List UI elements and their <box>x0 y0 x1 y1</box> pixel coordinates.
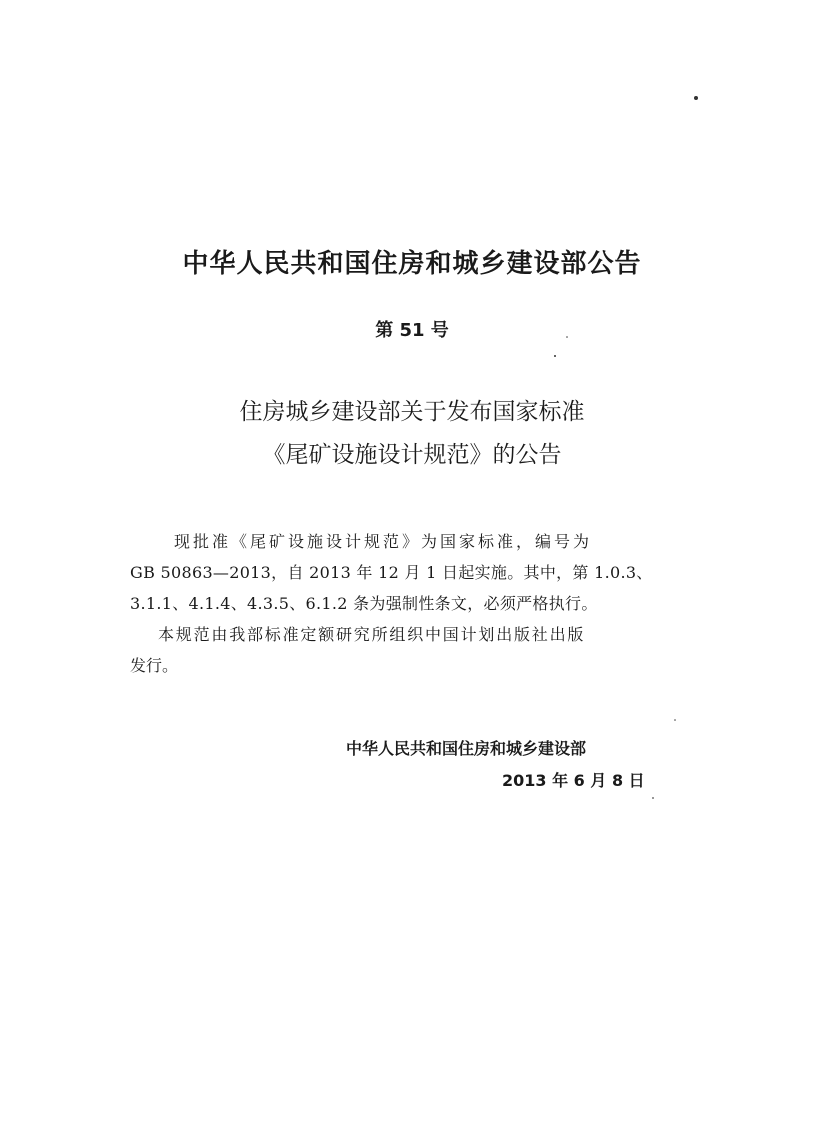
notice-subtitle-line2: 《尾矿设施设计规范》的公告 <box>262 442 562 468</box>
notice-title: 中华人民共和国住房和城乡建设部公告 <box>182 249 642 279</box>
body-paragraph-line: 发行。 <box>130 656 179 675</box>
signature-organization: 中华人民共和国住房和城乡建设部 <box>346 739 587 758</box>
notice-number: 第 51 号 <box>375 320 449 341</box>
body-paragraph-line: 现批准《尾矿设施设计规范》为国家标准，编号为 <box>174 532 593 551</box>
scan-speck <box>554 355 556 357</box>
body-paragraph-line: GB 50863—2013，自 2013 年 12 月 1 日起实施。其中，第 1.0.3、 <box>130 563 653 582</box>
notice-subtitle-line1: 住房城乡建设部关于发布国家标准 <box>239 399 585 425</box>
scan-speck <box>652 797 654 799</box>
scan-speck <box>694 96 698 100</box>
signature-date: 2013 年 6 月 8 日 <box>502 771 645 790</box>
body-paragraph-line: 3.1.1、4.1.4、4.3.5、6.1.2 条为强制性条文，必须严格执行。 <box>130 594 598 613</box>
body-paragraph-line: 本规范由我部标准定额研究所组织中国计划出版社出版 <box>158 625 586 644</box>
scan-speck <box>674 719 676 721</box>
